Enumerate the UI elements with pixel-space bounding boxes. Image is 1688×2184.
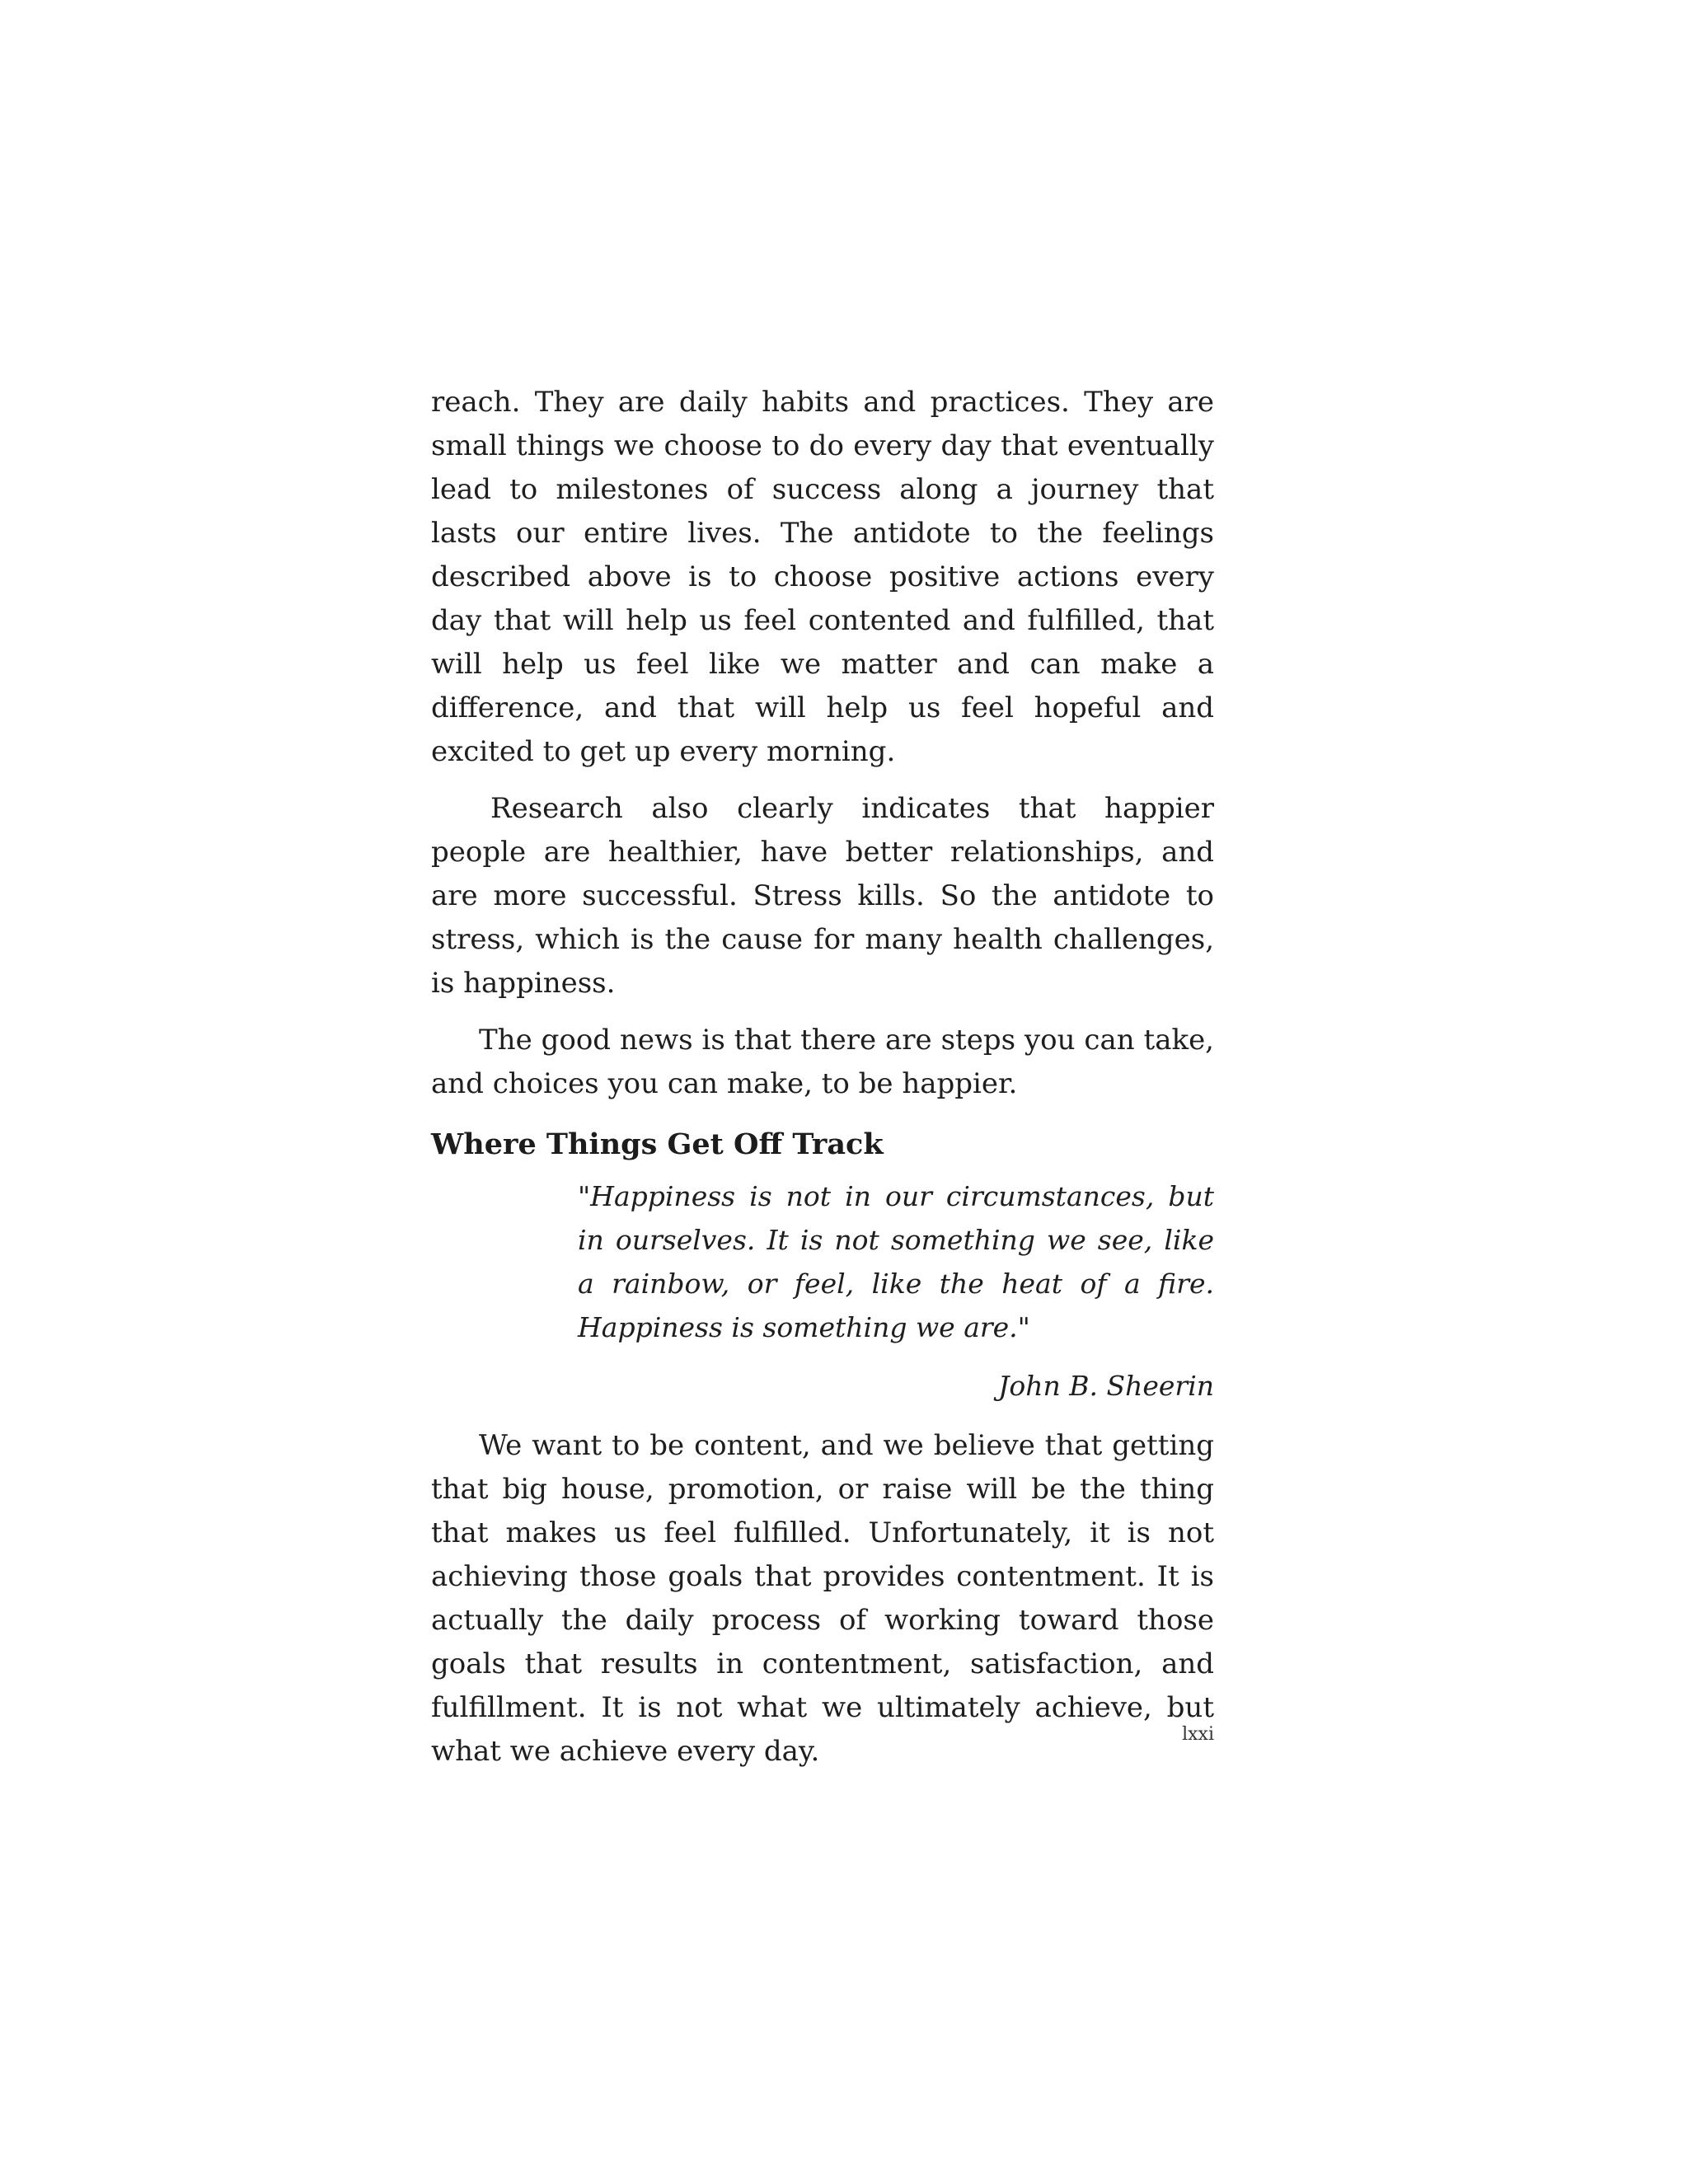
paragraph-research: Research also clearly indicates that happier people are healthier, have better relationships, and are more successful. Stress kills. So the antidote to stress, which is the cause for many health challenges, is happiness. (431, 792, 1214, 1000)
page-number: lxxi (1182, 1724, 1214, 1745)
epigraph-quote: "Happiness is not in our circumstances, but in ourselves. It is not something we see, like a rainbow, or feel, like the heat of a fire. Happiness is something we are." (578, 1180, 1214, 1343)
body-text (431, 381, 1214, 1787)
paragraph-content: We want to be content, and we believe that getting that big house, promotion, or raise will be the thing that makes us feel fulfilled. Unfortunately, it is not achieving those goals that provides contentment. It is actually the daily process of working toward those goals that results in contentment, satisfaction, and fulfillment. It is not what we ultimately achieve, but what we achieve every day. (431, 1429, 1214, 1768)
epigraph-author: John B. Sheerin (998, 1370, 1214, 1402)
section-heading: Where Things Get Off Track (431, 1127, 884, 1161)
paragraph-good-news: The good news is that there are steps you can take, and choices you can make, to be happier. (431, 1024, 1214, 1100)
paragraph-continued: reach. They are daily habits and practices. They are small things we choose to do every day that eventually lead to milestones of success along a journey that lasts our entire lives. The antidote to the feelings described above is to choose positive actions every day that will help us feel contented and fulfilled, that will help us feel like we matter and can make a difference, and that will help us feel hopeful and excited to get up every morning. (431, 386, 1214, 768)
